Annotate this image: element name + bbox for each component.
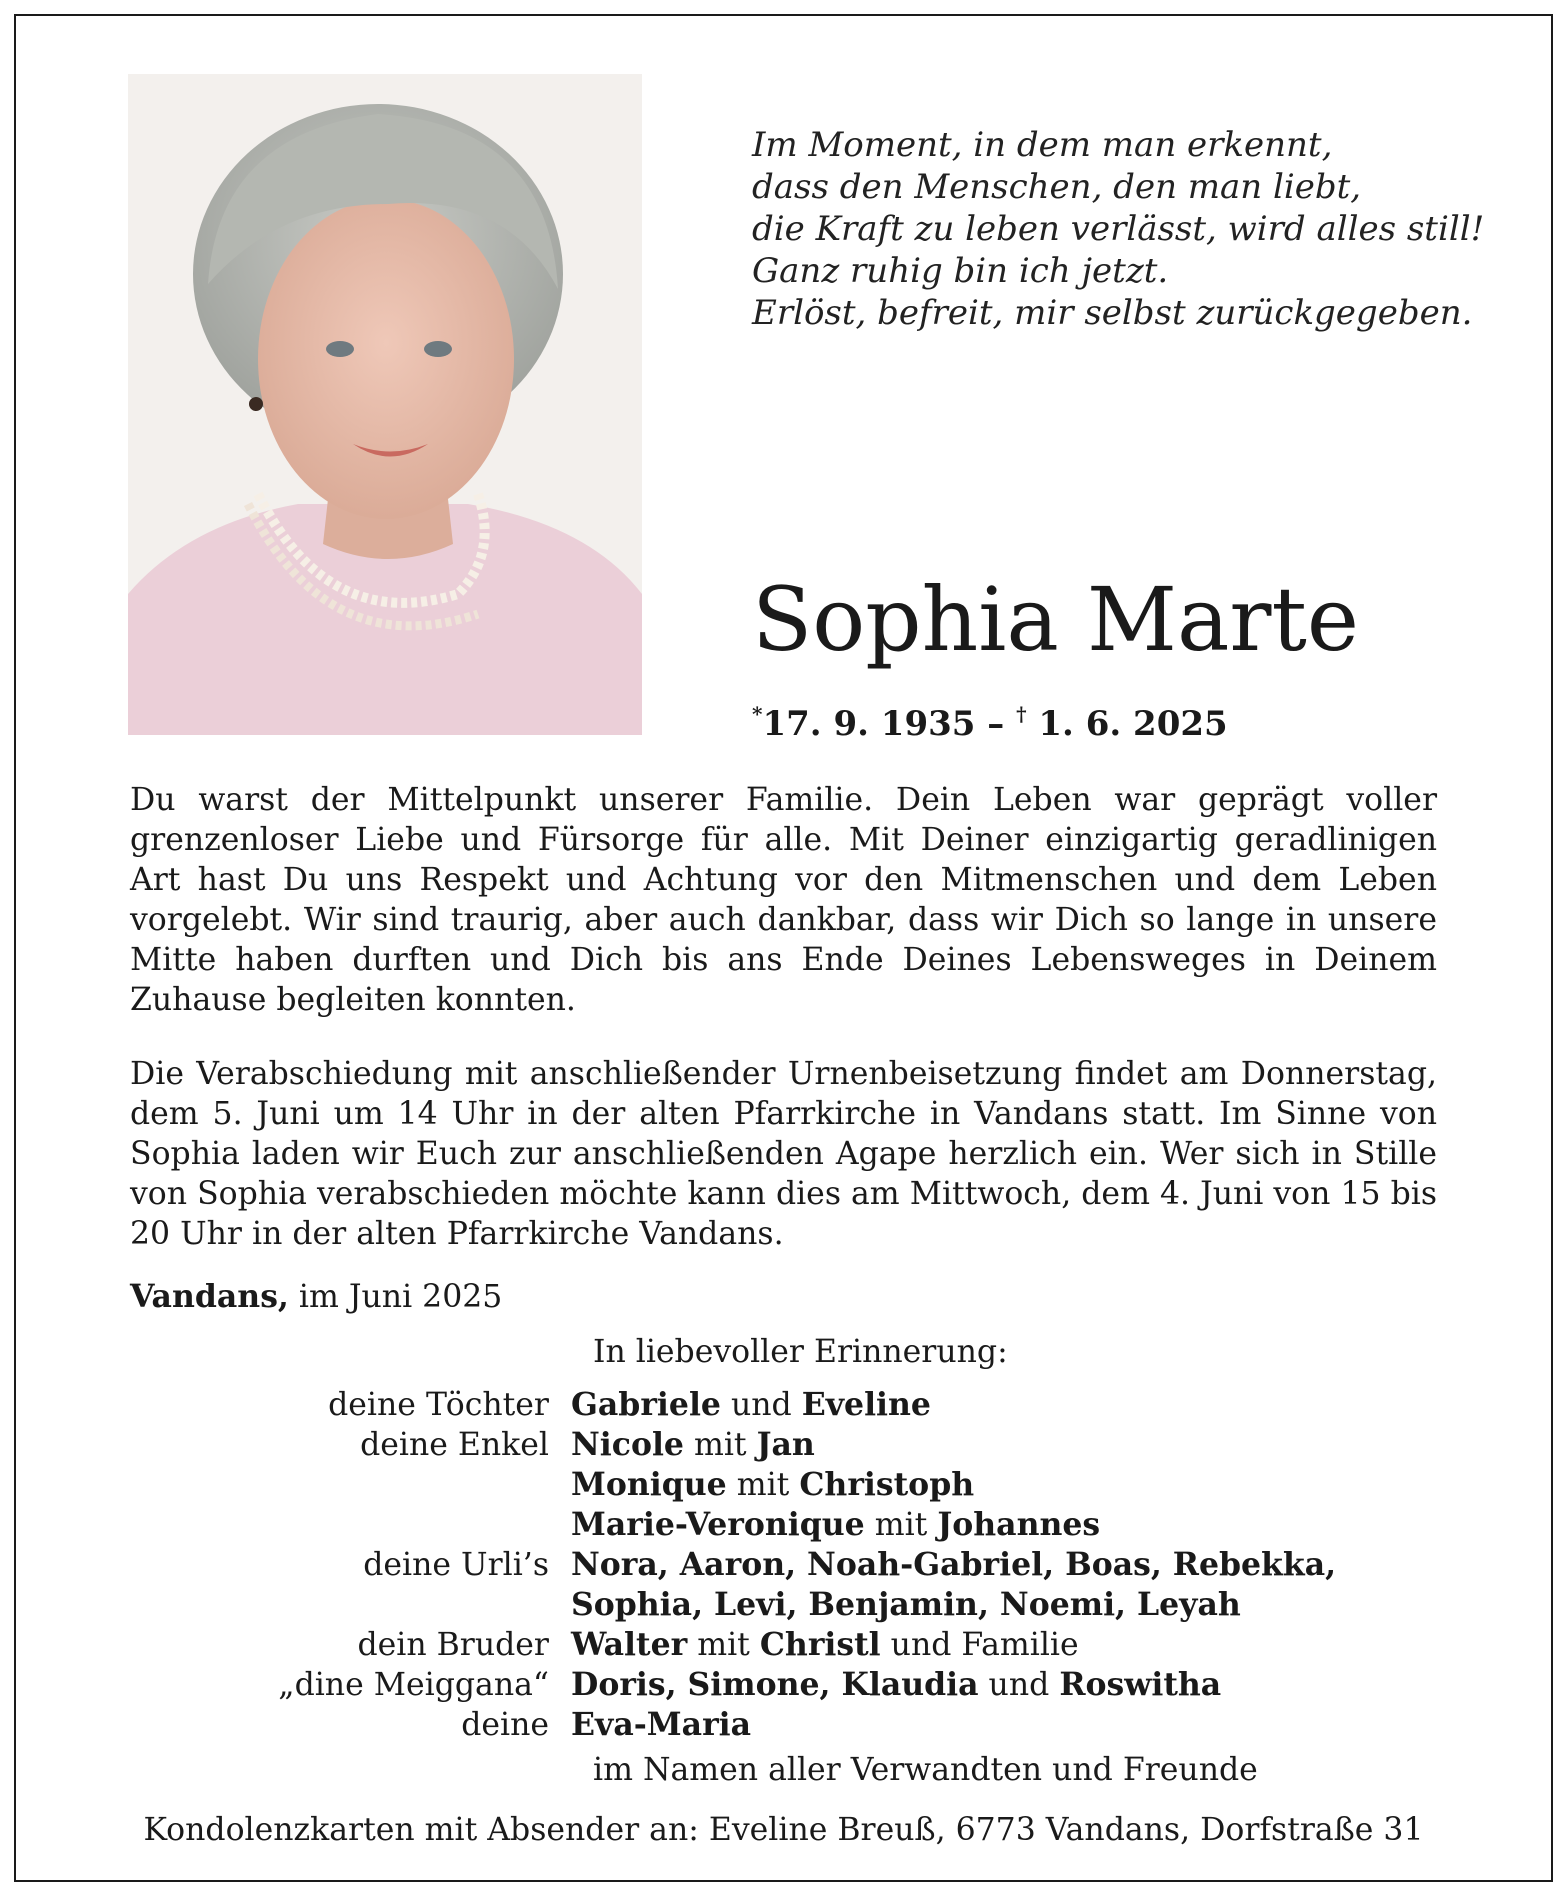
poem-line: die Kraft zu leben verlässt, wird alles still! <box>752 209 1485 249</box>
death-symbol: † <box>1016 702 1027 726</box>
relation-names: Marie-Veronique mit Johannes <box>571 1506 1101 1543</box>
tribute-paragraph: Du warst der Mittelpunkt unserer Familie. Dein Leben war geprägt voller grenzenloser Liebe und Fürsorge für alle. Mit Deiner einzigartig geradlinigen Art hast Du uns Respekt und Achtung vor den Mitmenschen und dem Leben vorgelebt. Wir sind traurig, aber auch dankbar, dass wir Dich so lange in unsere Mitte haben durften und Dich bis ans Ende Deines Lebensweges in Deinem Zuhause begleiten konnten. <box>130 782 1437 1018</box>
condolence-address: Kondolenzkarten mit Absender an: Eveline Breuß, 6773 Vandans, Dorfstraße 31 <box>143 1812 1424 1848</box>
relation-names: Walter mit Christl und Familie <box>571 1626 1079 1663</box>
portrait-photo <box>128 74 642 735</box>
relation-names: Nora, Aaron, Noah-Gabriel, Boas, Rebekka, <box>571 1546 1337 1583</box>
relation-names: Monique mit Christoph <box>571 1466 975 1503</box>
family-row <box>130 1386 1460 1426</box>
family-list <box>130 1386 1460 1746</box>
deceased-name: Sophia Marte <box>752 568 1359 671</box>
relation-names: Gabriele und Eveline <box>571 1386 931 1423</box>
death-date: 1. 6. 2025 <box>1026 704 1228 744</box>
family-row <box>130 1626 1460 1666</box>
place-town: Vandans, <box>130 1278 289 1315</box>
poem-line: Ganz ruhig bin ich jetzt. <box>752 251 1169 291</box>
relation-label: deine Enkel <box>360 1427 549 1463</box>
place-date <box>130 1278 502 1315</box>
family-row <box>130 1586 1460 1626</box>
relation-names: Doris, Simone, Klaudia und Roswitha <box>571 1666 1222 1703</box>
poem <box>752 124 1485 334</box>
birth-symbol: * <box>752 702 763 726</box>
relation-names: Nicole mit Jan <box>571 1426 815 1463</box>
relation-label: dein Bruder <box>357 1627 549 1663</box>
poem-line: Erlöst, befreit, mir selbst zurückgegeben. <box>752 293 1473 333</box>
closing-line: im Namen aller Verwandten und Freunde <box>593 1752 1258 1788</box>
family-row <box>130 1426 1460 1466</box>
family-row <box>130 1706 1460 1746</box>
family-row <box>130 1666 1460 1706</box>
family-row <box>130 1506 1460 1546</box>
relation-label: deine Töchter <box>328 1387 549 1423</box>
life-dates <box>752 702 1228 744</box>
poem-line: Im Moment, in dem man erkennt, <box>752 125 1333 165</box>
relation-label: deine <box>461 1707 549 1743</box>
family-row <box>130 1546 1460 1586</box>
poem-line: dass den Menschen, den man liebt, <box>752 167 1362 207</box>
relation-label: „dine Meiggana“ <box>278 1667 549 1703</box>
place-month: im Juni 2025 <box>288 1279 503 1315</box>
family-row <box>130 1466 1460 1506</box>
relation-names: Sophia, Levi, Benjamin, Noemi, Leyah <box>571 1586 1241 1623</box>
memory-heading: In liebevoller Erinnerung: <box>593 1334 1008 1370</box>
funeral-info-paragraph: Die Verabschiedung mit anschließender Urnenbeisetzung findet am Donnerstag, dem 5. Juni um 14 Uhr in der alten Pfarrkirche in Vandans statt. Im Sinne von Sophia laden wir Euch zur anschließenden Agape herzlich ein. Wer sich in Stille von Sophia verabschieden möchte kann dies am Mittwoch, dem 4. Juni von 15 bis 20 Uhr in der alten Pfarrkirche Vandans. <box>130 1056 1437 1252</box>
relation-label: deine Urli’s <box>363 1547 549 1583</box>
relation-names: Eva-Maria <box>571 1706 752 1743</box>
birth-date: 17. 9. 1935 – <box>762 704 1017 744</box>
portrait-illustration <box>128 74 642 735</box>
